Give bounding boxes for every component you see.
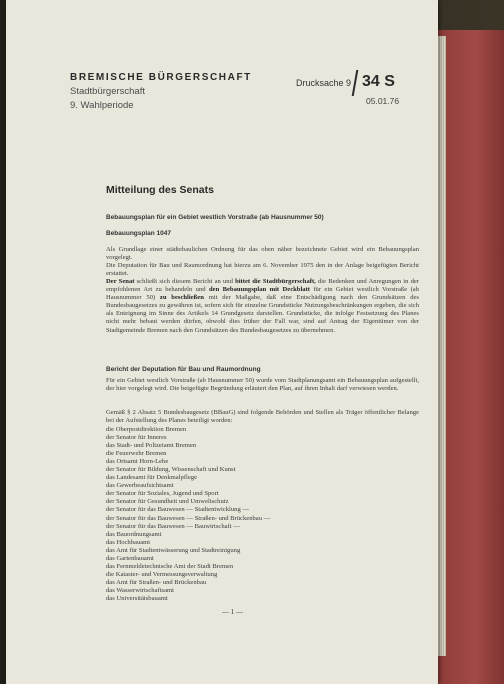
paragraph-report: Für ein Gebiet westlich Vorstraße (ab Hausnummer 50) wurde vom Stadtplanungsamt ein Bebauungsplan aufgestellt, der hier vorgelegt wird. Die beigefügte Begründung erläutert den Plan, auf ihren Inhalt darf verwiesen werden. (106, 377, 419, 393)
list-item: die Feuerwehr Bremen (106, 450, 167, 458)
list-item: das Wasserwirtschaftsamt (106, 586, 175, 594)
document-subtitle: Bebauungsplan für ein Gebiet westlich Vorstraße (ab Hausnummer 50) (106, 214, 324, 221)
list-item: der Senator für Gesundheit und Umweltschutz (106, 498, 229, 506)
drucksache-number: 34 S (362, 73, 395, 90)
list-item: das Gewerbeaufsichtsamt (106, 482, 174, 490)
list-item: der Senator für das Bauwesen — Bauwirtschaft — (106, 522, 240, 530)
list-item: die Kataster- und Vermessungsverwaltung (106, 570, 218, 578)
list-item: die Oberpostdirektion Bremen (106, 426, 187, 433)
list-item: das Bauordnungsamt (106, 530, 162, 538)
list-item: das Hochbauamt (106, 538, 151, 546)
page-stack-edge (438, 36, 446, 656)
list-item: der Senator für Bildung, Wissenschaft und Kunst (106, 466, 236, 474)
bold-plan: den Bebauungsplan mit Deckblatt (208, 286, 310, 294)
para3-text-3: für ein Gebiet westlich Vorstraße (ab Hausnummer 50) (106, 286, 420, 302)
para3-text-4: mit der Maßgabe, daß eine Entschädigung nach den Grundsätzen des Bundesbaugesetzes zu gewähren ist, sofern sich für einzelne Grundstücke Nutzungsbeschränkungen ergeben, die sich als Enteignung im Sinne des Artikels 14 Grundgesetz darstellen. Grundstücke, die infolge Festsetzung des Planes nicht mehr bebaut werden dürfen, obwohl dies früher der Fall war, sind auf Antrag der Eigentümer von der Stadtgemeinde Bremen nach den Grundsätzen des Bundesbaugesetzes zu übernehmen. (106, 294, 419, 334)
paragraph-legal-basis: Gemäß § 2 Absatz 5 Bundesbaugesetz (BBauG) sind folgende Behörden und Stellen als Träger öffentlicher Belange bei der Aufstellung des Planes beteiligt worden: (106, 409, 419, 425)
drucksache-slash (352, 70, 359, 96)
document-title: Mitteilung des Senats (106, 184, 214, 196)
list-item: das Fernmeldetechnische Amt der Stadt Bremen (106, 562, 234, 570)
list-item: das Stadt- und Polizeiamt Bremen (106, 442, 197, 450)
section-heading: Bericht der Deputation für Bau und Raumordnung (106, 366, 261, 373)
list-item: das Universitätsbauamt (106, 594, 168, 602)
list-item: das Ortsamt Horn-Lehe (106, 458, 169, 466)
para3-text-2: die Bedenken und Anregungen in der empfohlenen Art zu behandeln und (106, 278, 420, 294)
list-item: der Senator für Inneres (106, 434, 167, 442)
list-item: das Amt für Straßen- und Brückenbau (106, 578, 207, 586)
plan-number: Bebauungsplan 1047 (106, 230, 172, 237)
paragraph-intro: Als Grundlage einer städtebaulichen Ordnung für das oben näher bezeichnete Gebiet wird ein Bebauungsplan vorgelegt. (106, 246, 419, 262)
paragraph-senate-request (106, 278, 419, 335)
bold-request: bittet die Stadtbürgerschaft, (235, 278, 316, 285)
list-item: der Senator für Soziales, Jugend und Sport (106, 490, 219, 498)
document-page (6, 0, 438, 684)
list-item: das Landesamt für Denkmalpflege (106, 474, 197, 482)
para3-text-1: schließt sich diesem Bericht an und (134, 278, 236, 285)
list-item: das Amt für Stadtentwässerung und Stadtreinigung (106, 546, 241, 554)
list-item: der Senator für das Bauwesen — Straßen- und Brückenbau — (106, 514, 271, 522)
letterhead (70, 72, 252, 112)
chamber-name: Stadtbürgerschaft (70, 86, 145, 97)
document-date: 05.01.76 (366, 96, 400, 106)
org-name: BREMISCHE BÜRGERSCHAFT (70, 72, 252, 83)
bold-decide: zu beschließen (159, 294, 204, 302)
list-item: das Gartenbauamt (106, 554, 154, 562)
paragraph-deputation: Die Deputation für Bau und Raumordnung hat hierzu am 6. November 1975 den in der Anlage beigefügten Bericht erstattet. (106, 262, 419, 278)
page-number: — 1 — (222, 608, 243, 616)
electoral-period: 9. Wahlperiode (70, 100, 134, 111)
agency-list (106, 426, 270, 603)
bold-senat: Der Senat (106, 278, 135, 285)
page-content (62, 0, 432, 684)
list-item: der Senator für das Bauwesen — Stadtentwicklung — (106, 506, 250, 514)
drucksache-label: Drucksache 9 (296, 78, 352, 88)
